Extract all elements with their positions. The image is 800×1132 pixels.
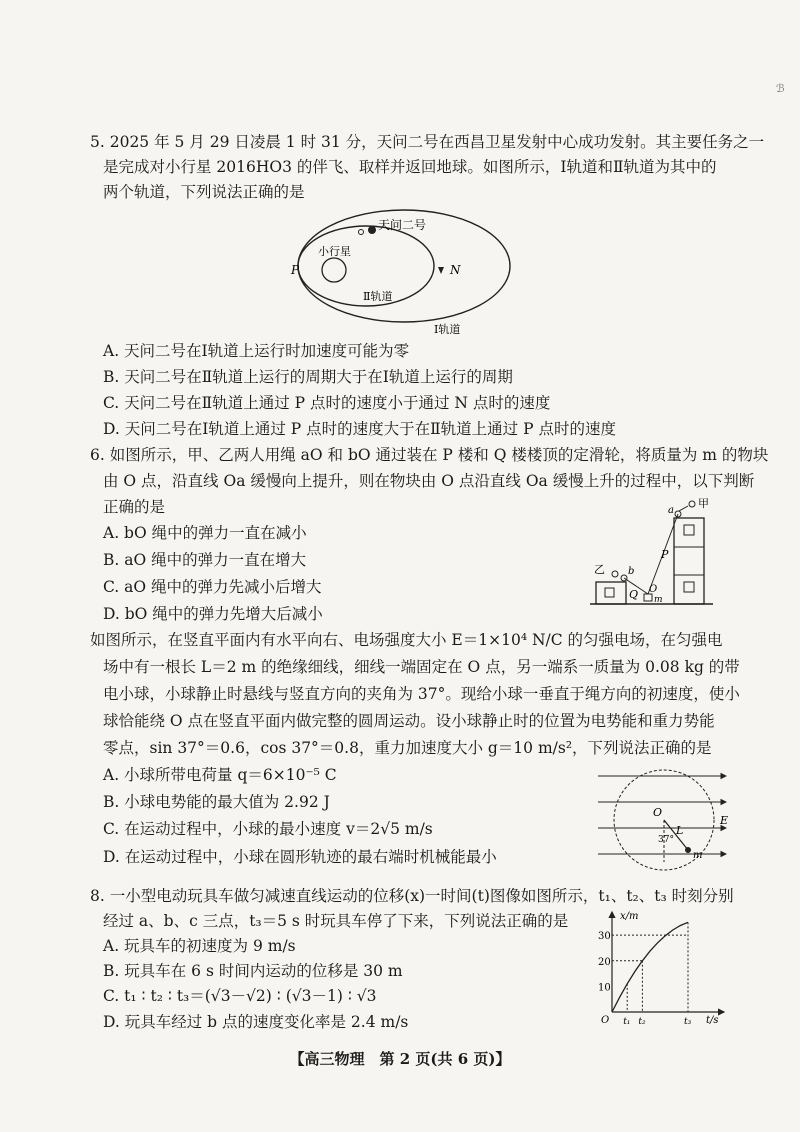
y-tick-label: 20: [598, 956, 611, 968]
q6-stem-line-2: 由 O 点，沿直线 Oa 缓慢向上提升，则在物块由 O 点沿直线 Oa 缓慢上升的过程中，以下判断: [103, 472, 755, 490]
q7-label-o: O: [653, 806, 663, 819]
q6-label-jia: 甲: [698, 497, 709, 510]
q8-xt-chart: [596, 908, 736, 1026]
q6-label-q: Q: [629, 588, 639, 601]
q5-option-b: B. 天问二号在Ⅱ轨道上运行的周期大于在Ⅰ轨道上运行的周期: [103, 368, 513, 386]
q6-option-b: B. aO 绳中的弹力一直在增大: [103, 551, 307, 569]
q8-option-d: D. 玩具车经过 b 点的速度变化率是 2.4 m/s: [103, 1013, 409, 1031]
q6-label-a: a: [668, 505, 674, 516]
q7-label-angle: 37°: [658, 835, 674, 845]
q7-stem-line-3: 电小球，小球静止时悬线与竖直方向的夹角为 37°。现给小球一垂直于绳方向的初速度，使小: [103, 685, 740, 703]
x-tick-label: t₃: [684, 1017, 692, 1026]
y-axis-label: x/m: [620, 911, 639, 922]
q5-label-orbit1: Ⅰ轨道: [434, 323, 461, 336]
q7-option-c: C. 在运动过程中，小球的最小速度 v＝2√5 m/s: [103, 820, 433, 838]
q7-stem-line-2: 场中有一根长 L＝2 m 的绝缘细线，细线一端固定在 O 点，另一端系一质量为 0.08 kg 的带: [103, 658, 740, 676]
q6-label-p: P: [661, 548, 669, 561]
q5-label-orbit2: Ⅱ轨道: [363, 290, 393, 303]
q5-stem-line-3: 两个轨道，下列说法正确的是: [103, 183, 305, 201]
q5-option-d: D. 天问二号在Ⅰ轨道上通过 P 点时的速度大于在Ⅱ轨道上通过 P 点时的速度: [103, 420, 616, 438]
q5-stem-line-1: 5. 2025 年 5 月 29 日凌晨 1 时 31 分，天问二号在西昌卫星发射中心成功发射。其主要任务之一: [90, 133, 765, 151]
q6-option-a: A. bO 绳中的弹力一直在减小: [103, 524, 307, 542]
q8-option-c: C. t₁ ∶ t₂ ∶ t₃＝(√3－√2) ∶ (√3－1) ∶ √3: [103, 987, 377, 1005]
q6-building-figure: [588, 494, 718, 612]
x-tick-label: t₂: [638, 1017, 646, 1026]
q5-orbit-figure: [288, 208, 518, 338]
q8-stem-line-2: 经过 a、b、c 三点，t₃＝5 s 时玩具车停了下来，下列说法正确的是: [103, 912, 569, 930]
q7-label-e: E: [720, 814, 729, 827]
y-tick-label: 30: [598, 931, 611, 943]
q8-option-a: A. 玩具车的初速度为 9 m/s: [103, 937, 296, 955]
origin-label: O: [601, 1015, 610, 1026]
q7-stem-line-1: 如图所示，在竖直平面内有水平向右、电场强度大小 E＝1×10⁴ N/C 的匀强电场，在匀强电: [90, 631, 723, 649]
q6-label-b: b: [628, 566, 635, 577]
q5-option-a: A. 天问二号在Ⅰ轨道上运行时加速度可能为零: [103, 342, 410, 360]
x-axis-label: t/s: [706, 1015, 719, 1026]
q5-label-p: P: [291, 263, 300, 277]
q5-label-n: N: [450, 263, 461, 277]
q6-label-o: O: [649, 584, 658, 595]
q5-option-c: C. 天问二号在Ⅱ轨道上通过 P 点时的速度小于通过 N 点时的速度: [103, 394, 551, 412]
page-footer: 【高三物理 第 2 页(共 6 页)】: [289, 1050, 511, 1068]
q7-stem-line-4: 球恰能绕 O 点在竖直平面内做完整的圆周运动。设小球静止时的位置为电势能和重力势能: [103, 712, 715, 730]
q5-label-asteroid: 小行星: [318, 245, 351, 258]
q6-stem-line-1: 6. 如图所示，甲、乙两人用绳 aO 和 bO 通过装在 P 楼和 Q 楼楼顶的定滑轮，将质量为 m 的物块: [90, 446, 769, 464]
q7-label-m: m: [693, 850, 703, 861]
q7-option-b: B. 小球电势能的最大值为 2.92 J: [103, 793, 330, 811]
q7-label-l: L: [676, 824, 684, 837]
q6-option-c: C. aO 绳中的弹力先减小后增大: [103, 578, 322, 596]
q6-option-d: D. bO 绳中的弹力先增大后减小: [103, 605, 323, 623]
q5-stem-line-2: 是完成对小行星 2016HO3 的伴飞、取样并返回地球。如图所示，Ⅰ轨道和Ⅱ轨道为其中的: [103, 158, 717, 176]
q8-option-b: B. 玩具车在 6 s 时间内运动的位移是 30 m: [103, 962, 403, 980]
q7-field-figure: [596, 766, 732, 874]
series-curve: [612, 922, 688, 1012]
q5-label-spacecraft: 天问二号: [378, 218, 427, 232]
q6-stem-line-3: 正确的是: [103, 498, 166, 516]
x-tick-label: t₁: [623, 1017, 631, 1026]
y-tick-label: 10: [598, 982, 611, 994]
q7-option-d: D. 在运动过程中，小球在圆形轨迹的最右端时机械能最小: [103, 848, 497, 866]
q7-stem-line-5: 零点，sin 37°＝0.6，cos 37°＝0.8，重力加速度大小 g＝10 m/s²，下列说法正确的是: [103, 739, 712, 757]
q8-stem-line-1: 8. 一小型电动玩具车做匀减速直线运动的位移(x)一时间(t)图像如图所示，t₁、t₂、t₃ 时刻分别: [90, 887, 734, 905]
corner-mark: ℬ: [776, 82, 785, 95]
q7-option-a: A. 小球所带电荷量 q＝6×10⁻⁵ C: [103, 766, 337, 784]
q6-label-yi: 乙: [594, 563, 605, 576]
q6-label-m: m: [654, 595, 663, 605]
